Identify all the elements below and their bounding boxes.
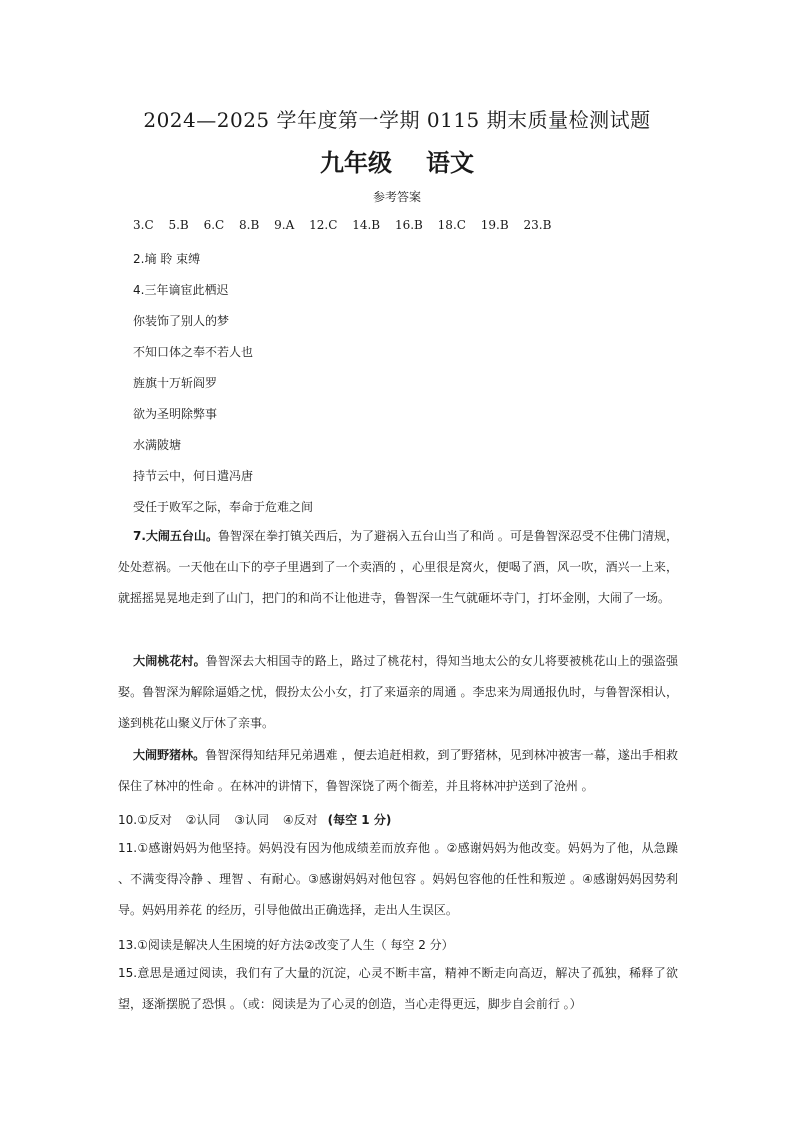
q4-line: 欲为圣明除弊事 — [133, 407, 218, 421]
choice-answers-row — [133, 218, 562, 232]
choice-answer: 16.B — [394, 218, 423, 232]
q4-line: 水满陂塘 — [133, 438, 182, 452]
q10-answer — [118, 811, 401, 828]
q13-answer: 13.①阅读是解决人生困境的好方法②改变了人生（ 每空 2 分） — [118, 938, 454, 952]
q7-body-2: 鲁智深去大相国寺的路上，路过了桃花村，得知当地太公的女儿将要被桃花山上的强盗强娶。鲁智深为解除逼婚之忧，假扮太公小女，打了来逼亲的周通 。李忠来为周通报仇时，与鲁智深相认，遂到桃花山聚义厅休了亲事。 — [118, 654, 678, 730]
exam-subtitle — [0, 143, 794, 178]
q10-item: 10.①反对 — [118, 813, 172, 827]
q15-answer: 15.意思是通过阅读，我们有了大量的沉淀，心灵不断丰富，精神不断走向高迈，解决了孤独，稀释了欲望，逐渐摆脱了恐惧 。（或：阅读是为了心灵的创造，当心走得更远，脚步自会前行 。） — [118, 966, 678, 1011]
choice-answer: 19.B — [480, 218, 509, 232]
q7-heading-2: 大闹桃花村。 — [133, 654, 206, 668]
q4-answer-line — [133, 281, 228, 298]
choice-answer: 9.A — [274, 218, 295, 232]
q10-item: ④反对 — [282, 813, 318, 827]
subject-label: 语文 — [426, 149, 474, 177]
q7-paragraph-3 — [118, 740, 678, 802]
answer-heading: 参考答案 — [372, 190, 421, 204]
q4-line: 受任于败军之际，奉命于危难之间 — [133, 500, 314, 514]
choice-answer: 3.C — [133, 218, 154, 232]
q10-item: ③认同 — [234, 813, 270, 827]
q7-paragraph-2 — [118, 646, 678, 739]
grade-label: 九年级 — [320, 149, 392, 177]
choice-answer: 14.B — [352, 218, 381, 232]
q4-line: 三年谪宦此栖迟 — [144, 283, 229, 297]
q2-answer: 2.墒 聆 束缚 — [133, 252, 201, 266]
q7-heading-1: 7.大闹五台山。 — [133, 529, 218, 543]
choice-answer: 18.C — [437, 218, 466, 232]
choice-answer: 23.B — [523, 218, 552, 232]
exam-title: 2024—2025 学年度第一学期 0115 期末质量检测试题 — [143, 108, 651, 132]
q11-answer: 11.①感谢妈妈为他坚持。妈妈没有因为他成绩差而放弃他 。②感谢妈妈为他改变。妈妈为了他，从急躁 、不满变得冷静 、理智 、有耐心。③感谢妈妈对他包容 。妈妈包容他的任性和叛逆 。④感谢妈妈因势利导。妈妈用养花 的经历，引导他做出正确选择，走出人生误区。 — [118, 841, 678, 917]
q4-line: 持节云中，何日遣冯唐 — [133, 469, 254, 483]
choice-answer: 8.B — [239, 218, 260, 232]
q7-body-1: 鲁智深在拳打镇关西后，为了避祸入五台山当了和尚 。可是鲁智深忍受不住佛门清规，处处惹祸。一天他在山下的亭子里遇到了一个卖酒的 ，心里很是窝火，便喝了酒，风一吹，酒兴一上来，就摇摇晃晃地走到了山门，把门的和尚不让他进寺，鲁智深一生气就砸坏寺门，打坏金刚，大闹了一场。 — [118, 529, 678, 605]
q4-line: 旌旗十万斩阎罗 — [133, 376, 218, 390]
q4-line: 你装饰了别人的梦 — [133, 314, 230, 328]
choice-answer: 12.C — [309, 218, 338, 232]
q7-paragraph-1 — [118, 521, 678, 614]
q4-label: 4. — [133, 283, 145, 297]
choice-answer: 6.C — [203, 218, 225, 232]
q4-line: 不知口体之奉不若人也 — [133, 345, 254, 359]
q10-item: ②认同 — [185, 813, 221, 827]
q7-body-3: 鲁智深得知结拜兄弟遇难 ，便去追赶相救，到了野猪林，见到林冲被害一幕，遂出手相救保住了林冲的性命 。在林冲的讲情下，鲁智深饶了两个衙差，并且将林冲护送到了沧州 。 — [118, 748, 678, 793]
choice-answer: 5.B — [168, 218, 189, 232]
q7-heading-3: 大闹野猪林。 — [133, 748, 206, 762]
q10-score-note: (每空 1 分) — [327, 813, 392, 827]
